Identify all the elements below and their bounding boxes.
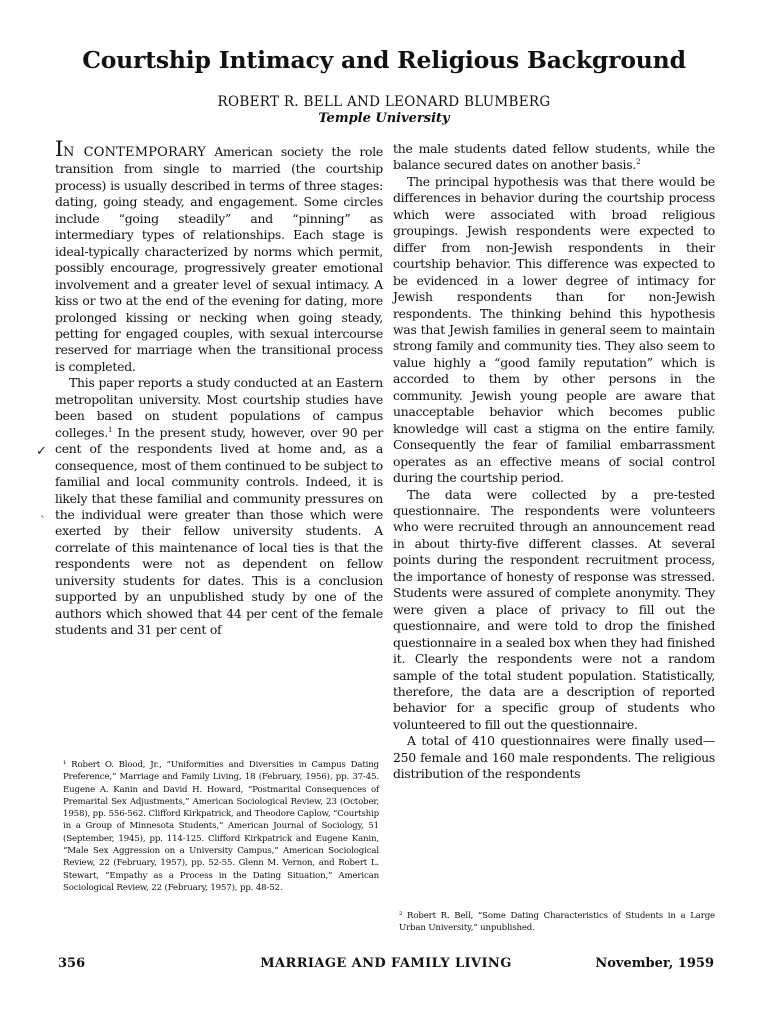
paragraph-intro (55, 137, 384, 375)
footnote-ref-2[interactable]: 2 (636, 158, 641, 167)
article-authors: ROBERT R. BELL AND LEONARD BLUMBERG (217, 94, 551, 110)
margin-tick-icon: ˎ (40, 505, 46, 518)
paragraph-sample: A total of 410 questionnaires were finally used—250 female and 160 male respondents. The religious distribution of the respondents (393, 733, 715, 782)
left-column (55, 137, 384, 639)
page-footer (58, 956, 714, 974)
article-title: Courtship Intimacy and Religious Background (82, 46, 686, 74)
right-column (393, 141, 715, 783)
page-number: 356 (58, 956, 86, 971)
drop-cap: I (55, 137, 64, 161)
paragraph-intro-text: American society the role transition from single to married (the courtship process) is usually described in terms of three stages: dating, going steady, and engagement. Some circles include “going steadily” and “pinning” as intermediary types of relationships. Each stage is ideal-typically characterized by norms which permit, possibly encourage, progressively greater emotional involvement and a greater level of sexual intimacy. A kiss or two at the end of the evening for dating, more prolonged kissing or necking when going steady, petting for engaged couples, with sexual intercourse reserved for marriage when the transitional process is completed. (55, 144, 384, 374)
footnote-2: ² Robert R. Bell, “Some Dating Characteristics of Students in a Large Urban University,” unpublished. (399, 911, 715, 934)
issue-date: November, 1959 (595, 956, 714, 971)
margin-checkmark-icon: ✓ (36, 444, 47, 459)
paragraph-continued-text: the male students dated fellow students, while the balance secured dates on another basis. (393, 141, 715, 173)
paragraph-study (55, 375, 383, 638)
paragraph-continued (393, 141, 715, 174)
paragraph-study-text-a: This paper reports a study conducted at an Eastern metropolitan university. Most courtship studies have been based on student populations of campus colleges. (55, 375, 383, 440)
paragraph-study-text-b: In the present study, however, over 90 per cent of the respondents lived at home and, as a consequence, most of them continued to be subject to familial and local community controls. Indeed, it is likely that these familial and community pressures on the individual were greater than those which were exerted by their fellow university students. A correlate of this maintenance of local ties is that the respondents were not as dependent on fellow university students for dates. This is a conclusion supported by an unpublished study by one of the authors which showed that 44 per cent of the female students and 31 per cent of (55, 424, 383, 638)
author-affiliation: Temple University (318, 111, 450, 126)
footnote-ref-1[interactable]: 1 (107, 425, 113, 434)
journal-name: MARRIAGE AND FAMILY LIVING (260, 956, 512, 971)
footnote-1: ¹ Robert O. Blood, Jr., “Uniformities and Diversities in Campus Dating Preference,” Marriage and Family Living, 18 (February, 1956), pp. 37-45. Eugene A. Kanin and David H. Howard, “Postmarital Consequences of Premarital Sex Adjustments,” American Sociological Review, 23 (October, 1958), pp. 556-562. Clifford Kirkpatrick, and Theodore Caplow, “Courtship in a Group of Minnesota Students,” American Journal of Sociology, 51 (September, 1945), pp. 114-125. Clifford Kirkpatrick and Eugene Kanin, “Male Sex Aggression on a University Campus,” American Sociological Review, 22 (February, 1957), pp. 52-55. Glenn M. Vernon, and Robert L. Stewart, “Empathy as a Process in the Dating Situation,” American Sociological Review, 22 (February, 1957), pp. 48-52. (63, 760, 379, 893)
lead-in-caps: N CONTEMPORARY (63, 145, 206, 160)
paragraph-data-collection: The data were collected by a pre-tested questionnaire. The respondents were volunteers who were recruited through an announcement read in about thirty-five different classes. At several points during the respondent recruitment process, the importance of honesty of response was stressed. Students were assured of complete anonymity. They were given a place of privacy to fill out the questionnaire, and were told to drop the finished questionnaire in a sealed box when they had finished it. Clearly the respondents were not a random sample of the total student population. Statistically, therefore, the data are a description of reported behavior for a specific group of students who volunteered to fill out the questionnaire. (393, 486, 715, 732)
paragraph-hypothesis: The principal hypothesis was that there would be differences in behavior during the courtship process which were associated with broad religious groupings. Jewish respondents were expected to differ from non-Jewish respondents in their courtship behavior. This difference was expected to be evidenced in a lower degree of intimacy for Jewish respondents than for non-Jewish respondents. The thinking behind this hypothesis was that Jewish families in general seem to maintain strong family and community ties. They also seem to value highly a “good family reputation” which is accorded to them by other persons in the community. Jewish young people are aware that unacceptable behavior which becomes public knowledge will cast a stigma on the entire family. Consequently the fear of familial embarrassment operates as an effective means of social control during the courtship period. (393, 173, 715, 486)
